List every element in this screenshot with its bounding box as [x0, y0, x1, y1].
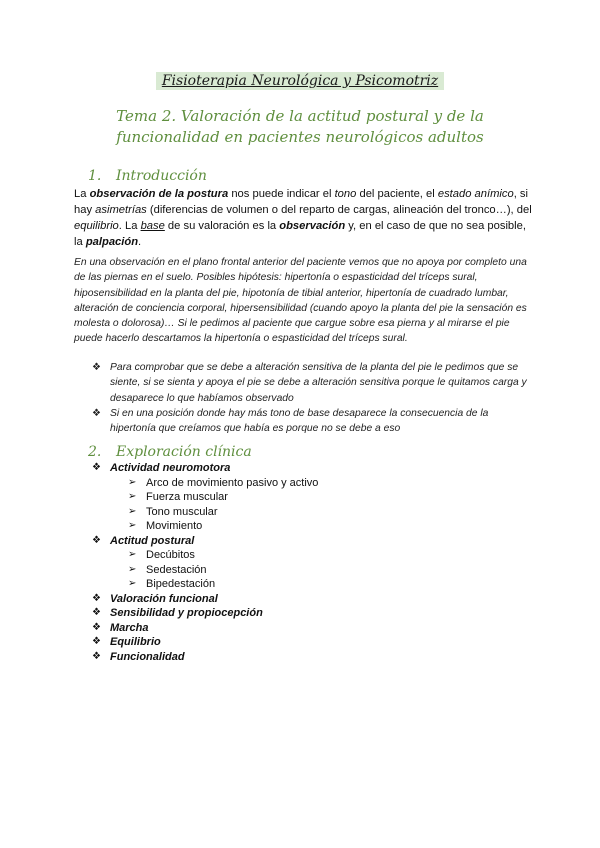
text-run: . La [118, 220, 141, 232]
list-item [92, 360, 532, 406]
list-item [92, 592, 512, 607]
outline-item-label: Sensibilidad y propiocepción [110, 607, 263, 619]
sub-list-item [110, 476, 512, 491]
text-run: nos puede indicar el [228, 188, 335, 200]
text-run: y, en el caso de que no sea posible, la [74, 220, 526, 248]
title-wrap [0, 72, 600, 90]
outline-item-label: Valoración funcional [110, 592, 218, 605]
italic-run: asimetrías [95, 204, 147, 216]
sub-list-item [110, 563, 512, 578]
sub-item-label: Fuerza muscular [146, 491, 228, 503]
text-run: (diferencias de volumen o del reparto de cargas, alineación del tronco…), del [146, 204, 532, 216]
list-item-text: Para comprobar que se debe a alteración sensitiva de la planta del pie le pedimos que se siente, si se sienta y apoya el pie se debe a alteración sensitiva porque le quitamos carga y desaparece lo que habíamos observado [110, 362, 527, 404]
outline-item-label: Funcionalidad [110, 650, 185, 663]
observation-bullet-list [92, 360, 532, 436]
diamond-bullet-icon: ❖ [92, 650, 101, 662]
list-item [92, 606, 512, 621]
text-run: del paciente, el [356, 188, 438, 200]
arrow-bullet-icon: ➢ [128, 476, 137, 488]
arrow-bullet-icon: ➢ [128, 578, 137, 589]
list-item [92, 406, 532, 437]
list-item [92, 650, 512, 665]
text-run: . [138, 236, 142, 248]
list-item [92, 621, 512, 636]
italic-run: estado anímico [437, 188, 514, 200]
sub-item-label: Movimiento [146, 520, 203, 532]
section-heading-introduccion [88, 168, 207, 184]
sub-item-label: Decúbitos [146, 549, 195, 561]
text-run: La [74, 188, 90, 200]
list-item-text: Si en una posición donde hay más tono de base desaparece la consecuencia de la hipertonía que creíamos que había es porque no se debe a eso [110, 407, 489, 435]
arrow-bullet-icon: ➢ [128, 549, 137, 560]
sub-list-item [110, 505, 512, 520]
emphasis-run: palpación [85, 236, 139, 248]
sub-list-item [110, 577, 512, 592]
italic-run: tono [334, 188, 357, 200]
diamond-bullet-icon: ❖ [92, 407, 101, 419]
sub-item-label: Sedestación [146, 563, 207, 576]
diamond-bullet-icon: ❖ [92, 462, 101, 473]
sub-list-item [110, 519, 512, 534]
arrow-bullet-icon: ➢ [128, 505, 137, 517]
diamond-bullet-icon: ❖ [92, 607, 101, 618]
section-title: Exploración clínica [116, 444, 252, 460]
arrow-bullet-icon: ➢ [128, 520, 137, 531]
sub-item-label: Arco de movimiento pasivo y activo [146, 476, 319, 489]
arrow-bullet-icon: ➢ [128, 563, 137, 575]
outline-item-label: Marcha [110, 621, 149, 634]
intro-paragraph [74, 186, 536, 250]
list-item [92, 534, 512, 592]
exploration-outline [92, 461, 512, 664]
document-subtitle: Tema 2. Valoración de la actitud postural y de la funcionalidad en pacientes neurológicos adultos [116, 107, 484, 146]
section-heading-exploracion [88, 444, 252, 460]
diamond-bullet-icon: ❖ [92, 621, 101, 633]
diamond-bullet-icon: ❖ [92, 592, 101, 604]
sub-list-item [110, 490, 512, 505]
diamond-bullet-icon: ❖ [92, 534, 101, 546]
italic-run: equilibrio [74, 220, 119, 232]
outline-item-label: Equilibrio [110, 636, 161, 648]
sub-item-label: Tono muscular [146, 505, 218, 518]
outline-item-label: Actitud postural [110, 534, 195, 547]
section-number: 2. [88, 444, 102, 460]
text-run: , si hay [74, 188, 529, 216]
section-number: 1. [88, 168, 102, 184]
document-title: Fisioterapia Neurológica y Psicomotriz [156, 72, 444, 90]
text-run: de su valoración es la [164, 220, 280, 232]
diamond-bullet-icon: ❖ [92, 636, 101, 647]
arrow-bullet-icon: ➢ [128, 491, 137, 502]
list-item [92, 461, 512, 534]
section-title: Introducción [116, 168, 207, 184]
emphasis-run: observación [279, 220, 346, 232]
observation-paragraph: En una observación en el plano frontal anterior del paciente vemos que no apoya por completo una de las piernas en el suelo. Posibles hipótesis: hipertonía o espasticidad del tríceps sural, hiposensibilidad en la planta del pie, hipotonía de tibial anterior, hipertonía de cuadrado lumbar, alteración de conciencia corporal, hipersensibilidad (cuando apoyo la planta del pie la sensación es molesta o dolorosa)… Si le pedimos al paciente que cargue sobre esa pierna y al mirarse el pie puede hacerlo descartamos la hipertonía o espasticidad del tríceps sural. [74, 257, 527, 345]
sub-list-item [110, 548, 512, 563]
underline-run: base [140, 220, 165, 232]
emphasis-run: observación de la postura [89, 188, 229, 200]
sub-item-label: Bipedestación [146, 578, 216, 590]
outline-item-label: Actividad neuromotora [110, 462, 231, 474]
diamond-bullet-icon: ❖ [92, 362, 101, 373]
list-item [92, 635, 512, 650]
